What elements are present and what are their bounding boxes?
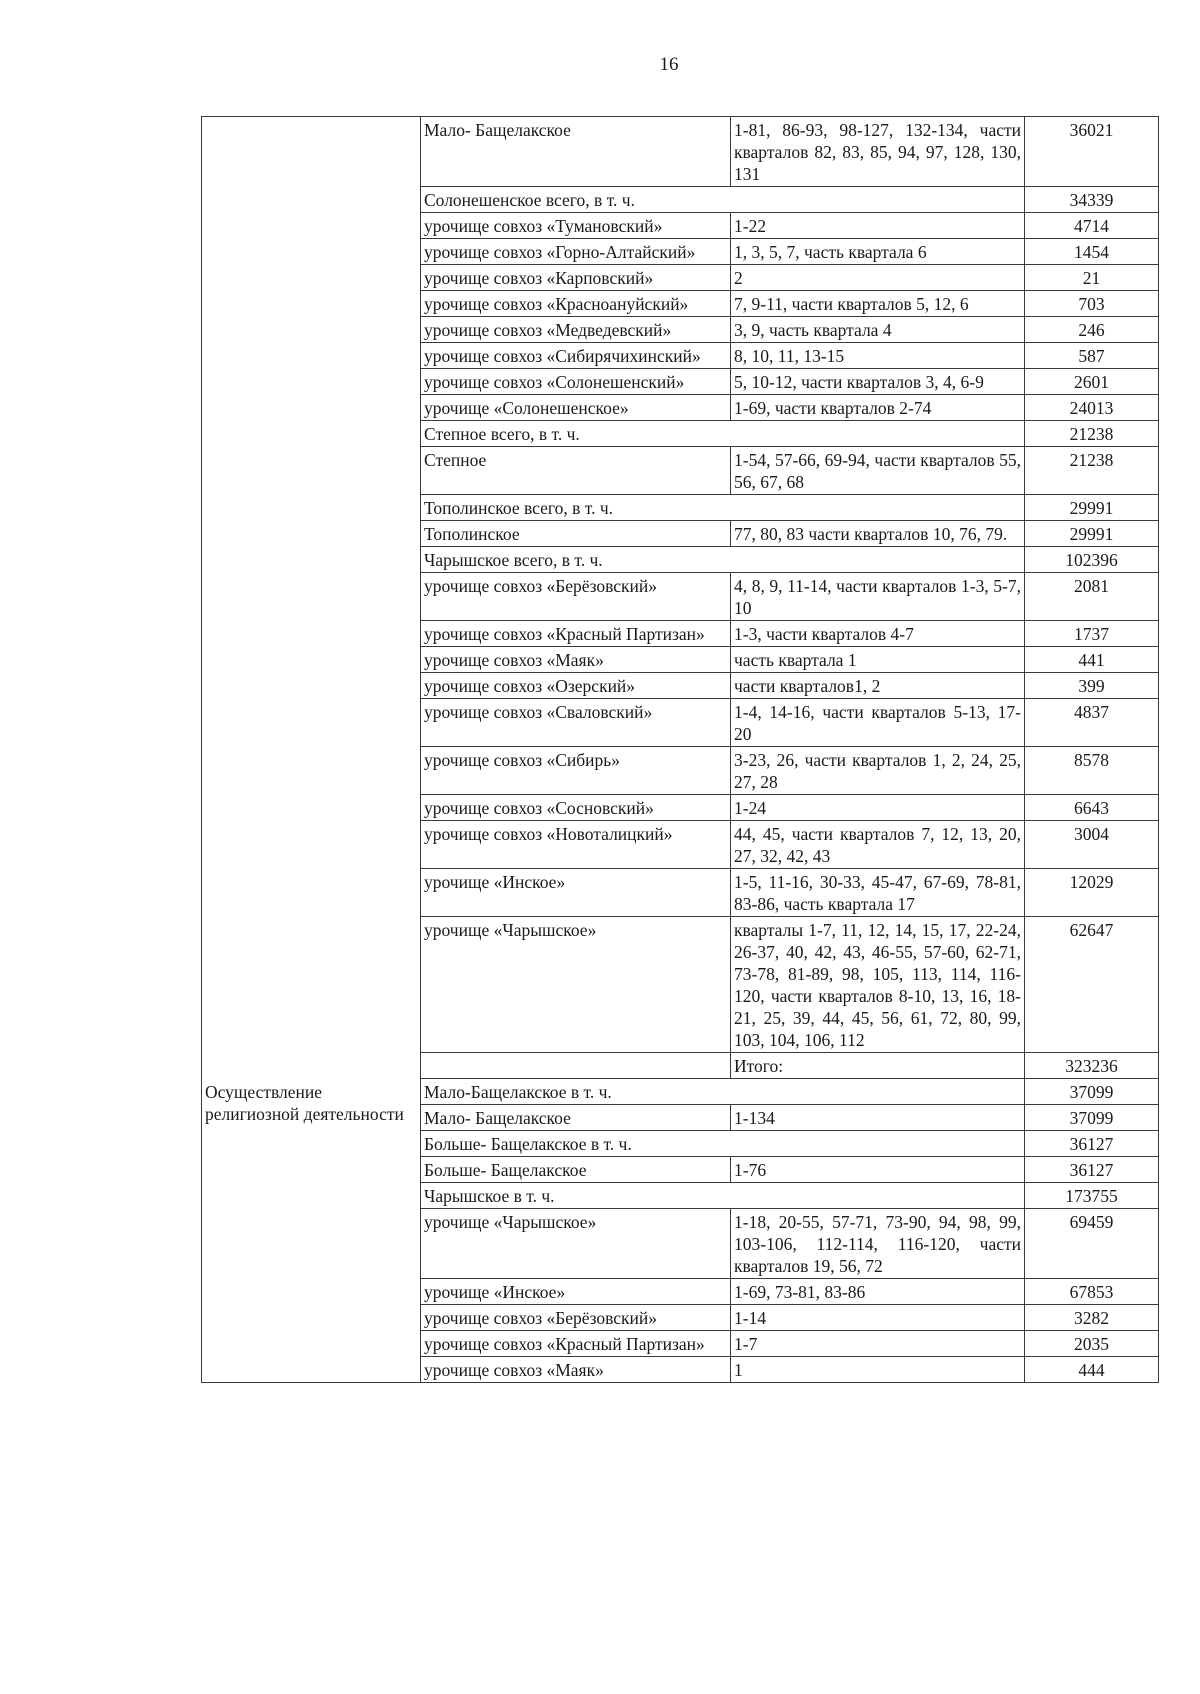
quarters-cell: 1-134 (731, 1105, 1025, 1131)
area-cell: 36127 (1025, 1157, 1159, 1183)
tract-name: урочище совхоз «Красный Партизан» (421, 621, 731, 647)
area-cell: 21238 (1025, 421, 1159, 447)
area-cell: 34339 (1025, 187, 1159, 213)
tract-name: урочище совхоз «Новоталицкий» (421, 821, 731, 869)
area-cell: 37099 (1025, 1079, 1159, 1105)
quarters-cell: 8, 10, 11, 13-15 (731, 343, 1025, 369)
quarters-cell: 1-18, 20-55, 57-71, 73-90, 94, 98, 99, 103-106, 112-114, 116-120, части кварталов 19, 56, 72 (731, 1209, 1025, 1279)
quarters-cell: 1-5, 11-16, 30-33, 45-47, 67-69, 78-81, 83-86, часть квартала 17 (731, 869, 1025, 917)
tract-name: урочище «Чарышское» (421, 917, 731, 1053)
quarters-cell: 3, 9, часть квартала 4 (731, 317, 1025, 343)
tract-name: урочище «Инское» (421, 869, 731, 917)
quarters-cell: 1-69, 73-81, 83-86 (731, 1279, 1025, 1305)
total-label: Итого: (731, 1053, 1025, 1079)
area-cell: 37099 (1025, 1105, 1159, 1131)
category-cell (202, 117, 421, 1079)
tract-name: урочище совхоз «Красноануйский» (421, 291, 731, 317)
area-cell: 4714 (1025, 213, 1159, 239)
tract-name: урочище совхоз «Карповский» (421, 265, 731, 291)
tract-name: урочище «Солонешенское» (421, 395, 731, 421)
tract-name: урочище совхоз «Тумановский» (421, 213, 731, 239)
tract-name: Тополинское (421, 521, 731, 547)
subtotal-label: Солонешенское всего, в т. ч. (421, 187, 1025, 213)
tract-name: урочище совхоз «Сибирь» (421, 747, 731, 795)
area-cell: 62647 (1025, 917, 1159, 1053)
quarters-cell: 1-3, части кварталов 4-7 (731, 621, 1025, 647)
subtotal-label: Мало-Бащелакское в т. ч. (421, 1079, 1025, 1105)
tract-name: урочище совхоз «Сосновский» (421, 795, 731, 821)
page-number: 16 (659, 54, 679, 75)
quarters-cell: 4, 8, 9, 11-14, части кварталов 1-3, 5-7, 10 (731, 573, 1025, 621)
area-cell: 4837 (1025, 699, 1159, 747)
subtotal-label: Степное всего, в т. ч. (421, 421, 1025, 447)
quarters-cell: 1 (731, 1357, 1025, 1383)
area-cell: 399 (1025, 673, 1159, 699)
area-cell: 2601 (1025, 369, 1159, 395)
area-cell: 21 (1025, 265, 1159, 291)
subtotal-label: Чарышское в т. ч. (421, 1183, 1025, 1209)
quarters-cell: части кварталов1, 2 (731, 673, 1025, 699)
area-cell: 8578 (1025, 747, 1159, 795)
area-cell: 69459 (1025, 1209, 1159, 1279)
area-cell: 6643 (1025, 795, 1159, 821)
tract-name: урочище совхоз «Медведевский» (421, 317, 731, 343)
area-cell: 441 (1025, 647, 1159, 673)
area-cell: 444 (1025, 1357, 1159, 1383)
area-cell: 3282 (1025, 1305, 1159, 1331)
area-cell: 246 (1025, 317, 1159, 343)
tract-name: Мало- Бащелакское (421, 117, 731, 187)
quarters-cell: 1-81, 86-93, 98-127, 132-134, части кварталов 82, 83, 85, 94, 97, 128, 130, 131 (731, 117, 1025, 187)
quarters-cell: 1-69, части кварталов 2-74 (731, 395, 1025, 421)
area-cell: 102396 (1025, 547, 1159, 573)
area-cell: 67853 (1025, 1279, 1159, 1305)
area-cell: 587 (1025, 343, 1159, 369)
tract-name: урочище совхоз «Сваловский» (421, 699, 731, 747)
table-row (202, 117, 1159, 187)
category-cell: Осуществление религиозной деятельности (202, 1079, 421, 1383)
tract-name: урочище совхоз «Солонешенский» (421, 369, 731, 395)
area-cell: 173755 (1025, 1183, 1159, 1209)
tract-name: Степное (421, 447, 731, 495)
tract-name: урочище «Инское» (421, 1279, 731, 1305)
quarters-cell: 1-54, 57-66, 69-94, части кварталов 55, 56, 67, 68 (731, 447, 1025, 495)
quarters-cell: 1-76 (731, 1157, 1025, 1183)
area-cell: 3004 (1025, 821, 1159, 869)
area-cell: 12029 (1025, 869, 1159, 917)
quarters-cell: 1-22 (731, 213, 1025, 239)
quarters-cell: 1-7 (731, 1331, 1025, 1357)
subtotal-label: Больше- Бащелакское в т. ч. (421, 1131, 1025, 1157)
quarters-cell: 5, 10-12, части кварталов 3, 4, 6-9 (731, 369, 1025, 395)
tract-name: Мало- Бащелакское (421, 1105, 731, 1131)
area-cell: 29991 (1025, 495, 1159, 521)
area-cell: 703 (1025, 291, 1159, 317)
land-use-table (201, 116, 1159, 1383)
area-cell: 1454 (1025, 239, 1159, 265)
area-cell: 36127 (1025, 1131, 1159, 1157)
tract-name: урочище совхоз «Красный Партизан» (421, 1331, 731, 1357)
tract-name: Больше- Бащелакское (421, 1157, 731, 1183)
area-cell: 1737 (1025, 621, 1159, 647)
subtotal-label: Тополинское всего, в т. ч. (421, 495, 1025, 521)
tract-name: урочище совхоз «Горно-Алтайский» (421, 239, 731, 265)
tract-name: урочище совхоз «Берёзовский» (421, 573, 731, 621)
quarters-cell: 1-14 (731, 1305, 1025, 1331)
tract-name: урочище совхоз «Маяк» (421, 647, 731, 673)
quarters-cell: 3-23, 26, части кварталов 1, 2, 24, 25, 27, 28 (731, 747, 1025, 795)
quarters-cell: 1-24 (731, 795, 1025, 821)
area-cell: 2035 (1025, 1331, 1159, 1357)
area-cell: 2081 (1025, 573, 1159, 621)
tract-name: урочище «Чарышское» (421, 1209, 731, 1279)
subtotal-label: Чарышское всего, в т. ч. (421, 547, 1025, 573)
area-cell: 29991 (1025, 521, 1159, 547)
quarters-cell: кварталы 1-7, 11, 12, 14, 15, 17, 22-24, 26-37, 40, 42, 43, 46-55, 57-60, 62-71, 73-78, 81-89, 98, 105, 113, 114, 116-120, части кварталов 8-10, 13, 16, 18-21, 25, 39, 44, 45, 56, 61, 72, 80, 99, 103, 104, 106, 112 (731, 917, 1025, 1053)
quarters-cell: 1, 3, 5, 7, часть квартала 6 (731, 239, 1025, 265)
tract-name: урочище совхоз «Берёзовский» (421, 1305, 731, 1331)
quarters-cell: 77, 80, 83 части кварталов 10, 76, 79. (731, 521, 1025, 547)
table-row (202, 1079, 1159, 1105)
tract-name (421, 1053, 731, 1079)
tract-name: урочище совхоз «Озерский» (421, 673, 731, 699)
quarters-cell: 2 (731, 265, 1025, 291)
area-cell: 36021 (1025, 117, 1159, 187)
quarters-cell: часть квартала 1 (731, 647, 1025, 673)
quarters-cell: 7, 9-11, части кварталов 5, 12, 6 (731, 291, 1025, 317)
tract-name: урочище совхоз «Маяк» (421, 1357, 731, 1383)
quarters-cell: 1-4, 14-16, части кварталов 5-13, 17-20 (731, 699, 1025, 747)
tract-name: урочище совхоз «Сибирячихинский» (421, 343, 731, 369)
area-cell: 21238 (1025, 447, 1159, 495)
quarters-cell: 44, 45, части кварталов 7, 12, 13, 20, 27, 32, 42, 43 (731, 821, 1025, 869)
area-cell: 24013 (1025, 395, 1159, 421)
area-cell: 323236 (1025, 1053, 1159, 1079)
